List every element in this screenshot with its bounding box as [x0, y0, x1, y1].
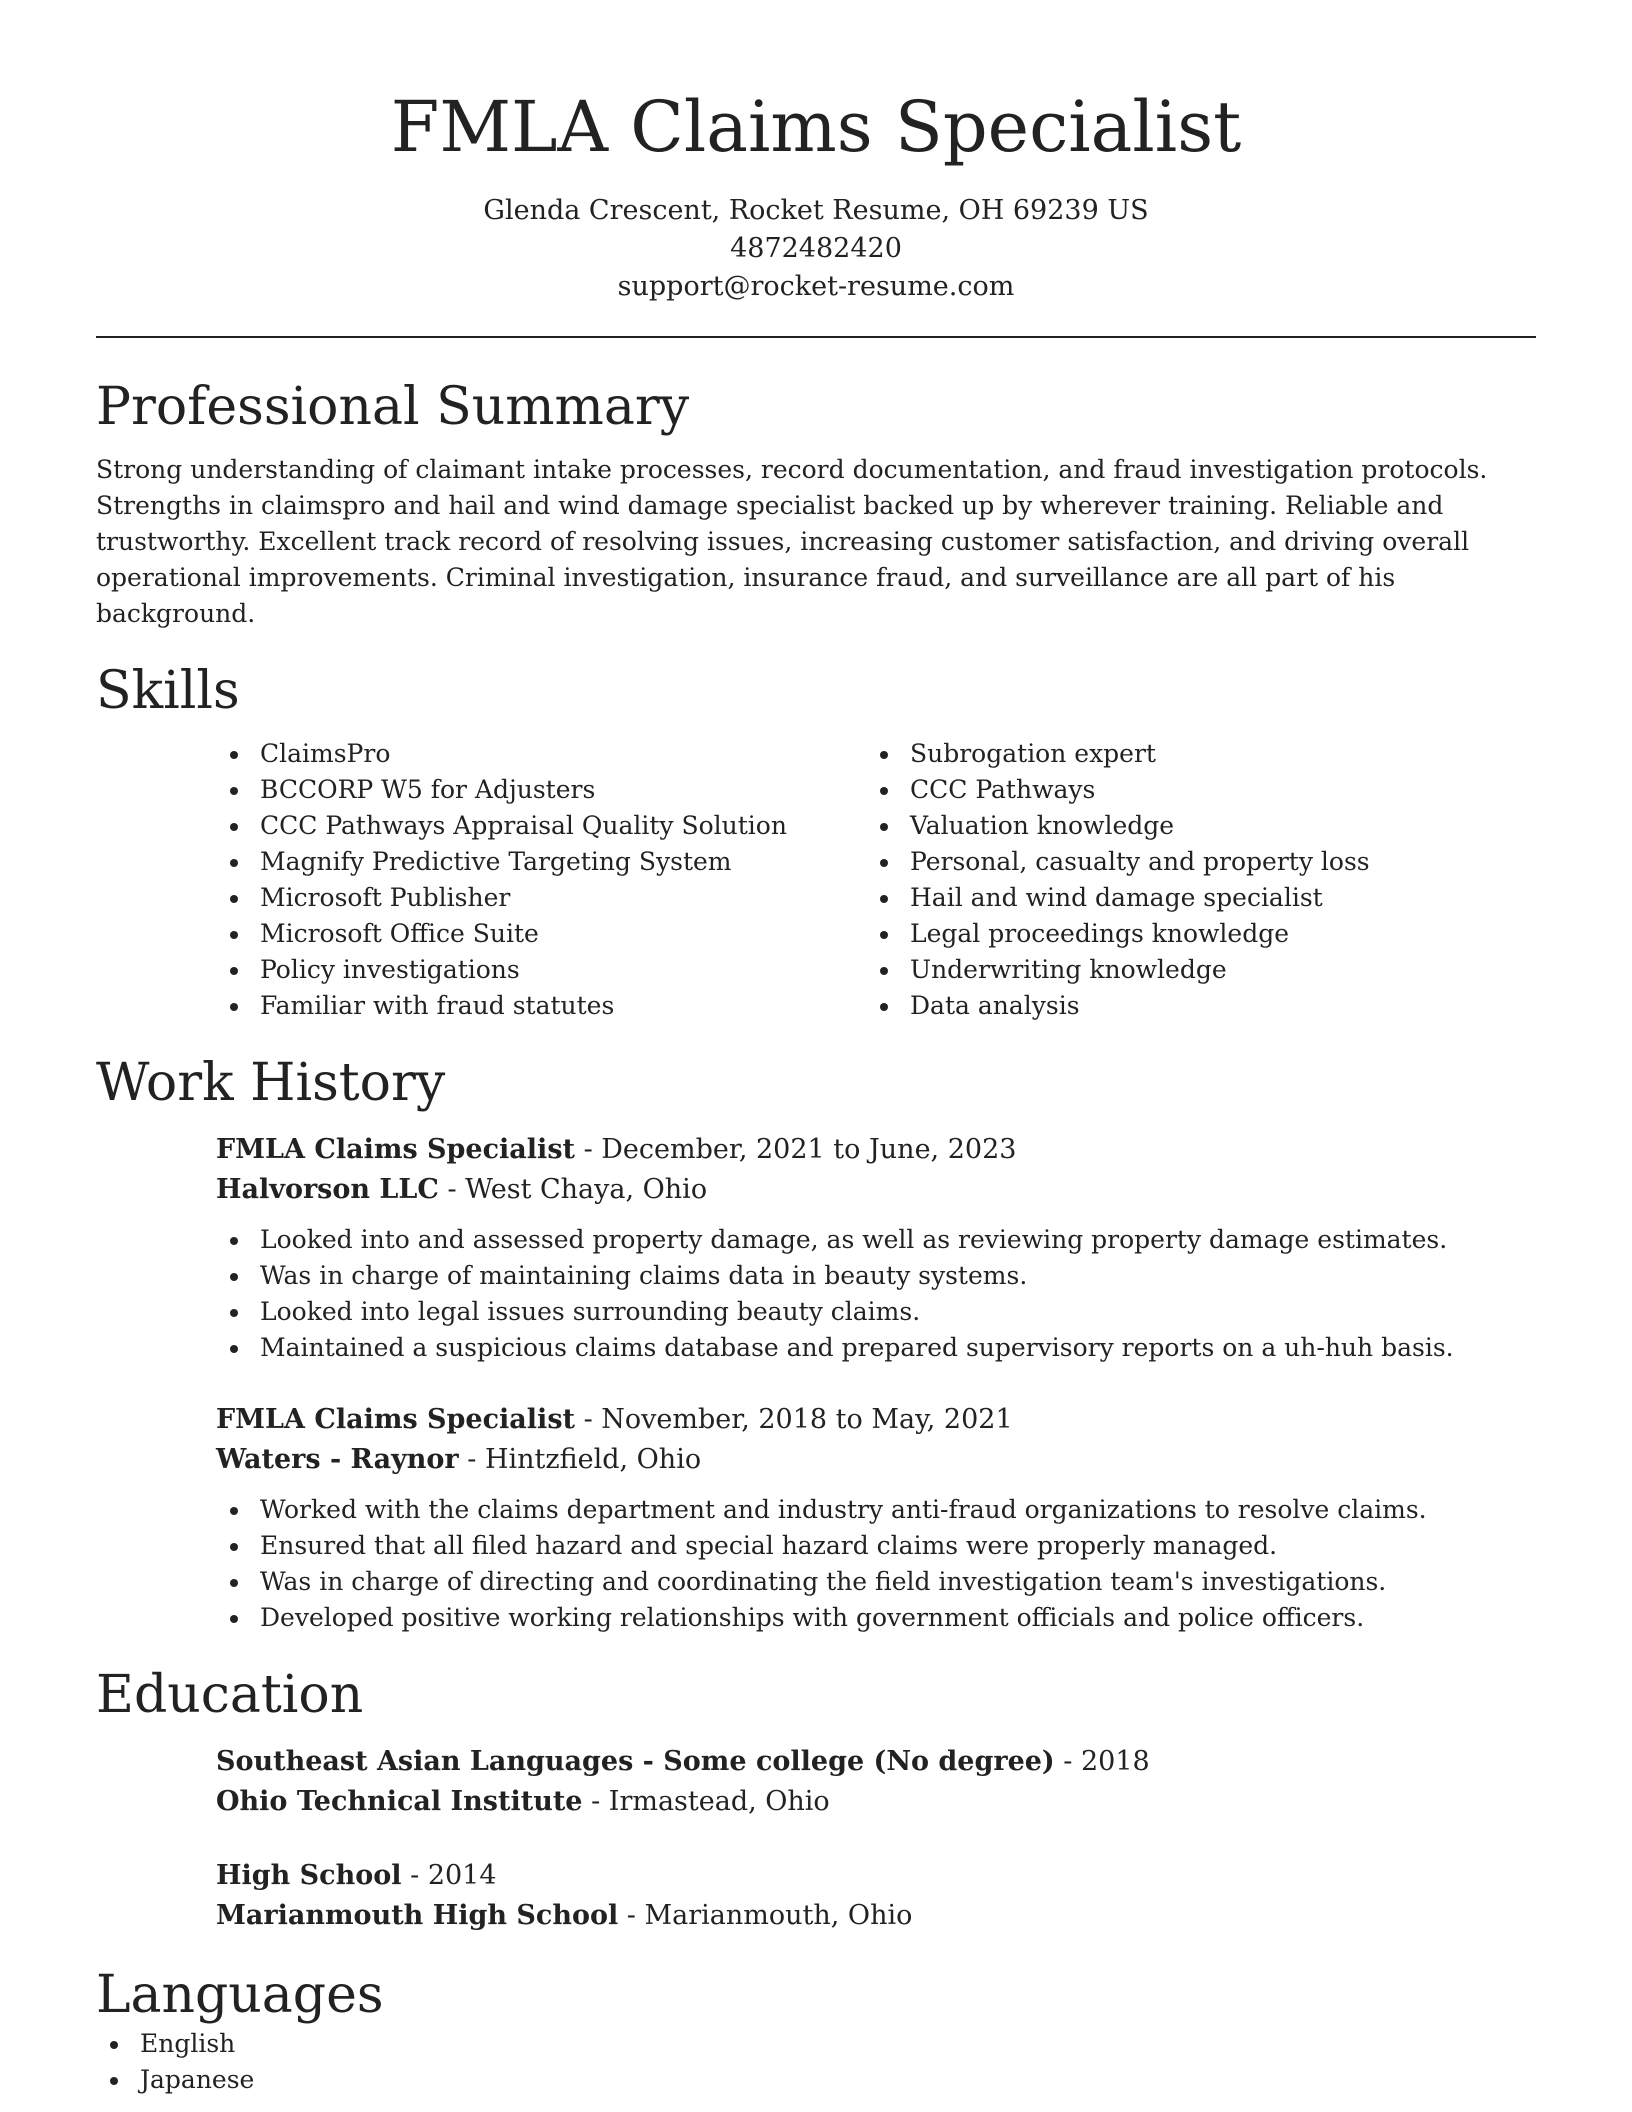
education-year: - 2018 — [1054, 1746, 1150, 1777]
header-divider — [96, 336, 1536, 338]
skill-item: Microsoft Publisher — [260, 880, 866, 916]
skill-item: Policy investigations — [260, 952, 866, 988]
job-company-line — [216, 1440, 1536, 1480]
job-company: Halvorson LLC — [216, 1174, 439, 1205]
skills-column-right — [866, 736, 1516, 1024]
summary-section — [96, 376, 1536, 632]
skills-heading: Skills — [96, 661, 240, 721]
skill-item: ClaimsPro — [260, 736, 866, 772]
contact-phone: 4872482420 — [730, 233, 902, 264]
skill-item: Valuation knowledge — [910, 808, 1516, 844]
job-location: - Hintzfield, Ohio — [458, 1444, 702, 1475]
job-company-line — [216, 1170, 1536, 1210]
contact-email: support@rocket-resume.com — [617, 271, 1015, 302]
job-duty-item: Developed positive working relationships with government officials and police officers. — [260, 1600, 1536, 1636]
skills-section — [96, 660, 1536, 1024]
job-duty-item: Was in charge of directing and coordinating the field investigation team's investigations. — [260, 1564, 1536, 1600]
skill-item: Legal proceedings knowledge — [910, 916, 1516, 952]
resume-header — [96, 0, 1536, 306]
education-heading: Education — [96, 1665, 364, 1725]
education-entry — [216, 1742, 1536, 1822]
job-duties — [216, 1492, 1536, 1636]
skill-item: Subrogation expert — [910, 736, 1516, 772]
resume-name: FMLA Claims Specialist — [390, 86, 1242, 168]
education-degree-line — [216, 1742, 1536, 1782]
job-entry — [216, 1130, 1536, 1366]
job-duty-item: Ensured that all filed hazard and special hazard claims were properly managed. — [260, 1528, 1536, 1564]
skill-item: Familiar with fraud statutes — [260, 988, 866, 1024]
contact-address: Glenda Crescent, Rocket Resume, OH 69239 US — [483, 195, 1149, 226]
job-location: - West Chaya, Ohio — [438, 1174, 708, 1205]
work-history-section — [96, 1052, 1536, 1636]
job-company: Waters - Raynor — [216, 1444, 459, 1475]
skill-item: Magnify Predictive Targeting System — [260, 844, 866, 880]
language-item: English — [140, 2026, 1536, 2062]
education-school-line — [216, 1896, 1536, 1936]
skills-grid — [216, 736, 1536, 1024]
job-dates: - December, 2021 to June, 2023 — [575, 1134, 1017, 1165]
job-duty-item: Looked into legal issues surrounding beauty claims. — [260, 1294, 1536, 1330]
education-school-line — [216, 1782, 1536, 1822]
job-dates: - November, 2018 to May, 2021 — [575, 1404, 1013, 1435]
skill-item: CCC Pathways — [910, 772, 1516, 808]
education-entry — [216, 1856, 1536, 1936]
job-title-line — [216, 1130, 1536, 1170]
education-school: Marianmouth High School — [216, 1900, 619, 1931]
education-year: - 2014 — [401, 1860, 497, 1891]
summary-heading: Professional Summary — [96, 377, 690, 437]
education-section — [96, 1664, 1536, 1936]
skill-item: Hail and wind damage specialist — [910, 880, 1516, 916]
language-item: Japanese — [140, 2062, 1536, 2098]
languages-section — [96, 1964, 1536, 2098]
job-duties — [216, 1222, 1536, 1366]
job-duty-item: Was in charge of maintaining claims data in beauty systems. — [260, 1258, 1536, 1294]
job-title: FMLA Claims Specialist — [216, 1134, 575, 1165]
job-title: FMLA Claims Specialist — [216, 1404, 575, 1435]
contact-block — [96, 192, 1536, 306]
skills-column-left — [216, 736, 866, 1024]
job-entry — [216, 1400, 1536, 1636]
languages-heading: Languages — [96, 1965, 384, 2025]
education-degree-line — [216, 1856, 1536, 1896]
job-duty-item: Maintained a suspicious claims database and prepared supervisory reports on a uh-huh basis. — [260, 1330, 1536, 1366]
skill-item: Underwriting knowledge — [910, 952, 1516, 988]
education-location: - Marianmouth, Ohio — [618, 1900, 913, 1931]
job-duty-item: Looked into and assessed property damage, as well as reviewing property damage estimates. — [260, 1222, 1536, 1258]
skill-item: BCCORP W5 for Adjusters — [260, 772, 866, 808]
skill-item: Personal, casualty and property loss — [910, 844, 1516, 880]
skill-item: Microsoft Office Suite — [260, 916, 866, 952]
education-degree: High School — [216, 1860, 402, 1891]
skill-item: CCC Pathways Appraisal Quality Solution — [260, 808, 866, 844]
work-history-heading: Work History — [96, 1053, 446, 1113]
education-location: - Irmastead, Ohio — [582, 1786, 830, 1817]
job-duty-item: Worked with the claims department and industry anti-fraud organizations to resolve claims. — [260, 1492, 1536, 1528]
languages-list — [96, 2026, 1536, 2098]
education-degree: Southeast Asian Languages - Some college (No degree) — [216, 1746, 1055, 1777]
skill-item: Data analysis — [910, 988, 1516, 1024]
summary-text: Strong understanding of claimant intake processes, record documentation, and fraud investigation protocols. Strengths in claimspro and hail and wind damage specialist backed up by wherever training. Reliable and trustworthy. Excellent track record of resolving issues, increasing customer satisfaction, and driving overall operational improvements. Criminal investigation, insurance fraud, and surveillance are all part of his background. — [96, 455, 1488, 628]
education-school: Ohio Technical Institute — [216, 1786, 583, 1817]
job-title-line — [216, 1400, 1536, 1440]
